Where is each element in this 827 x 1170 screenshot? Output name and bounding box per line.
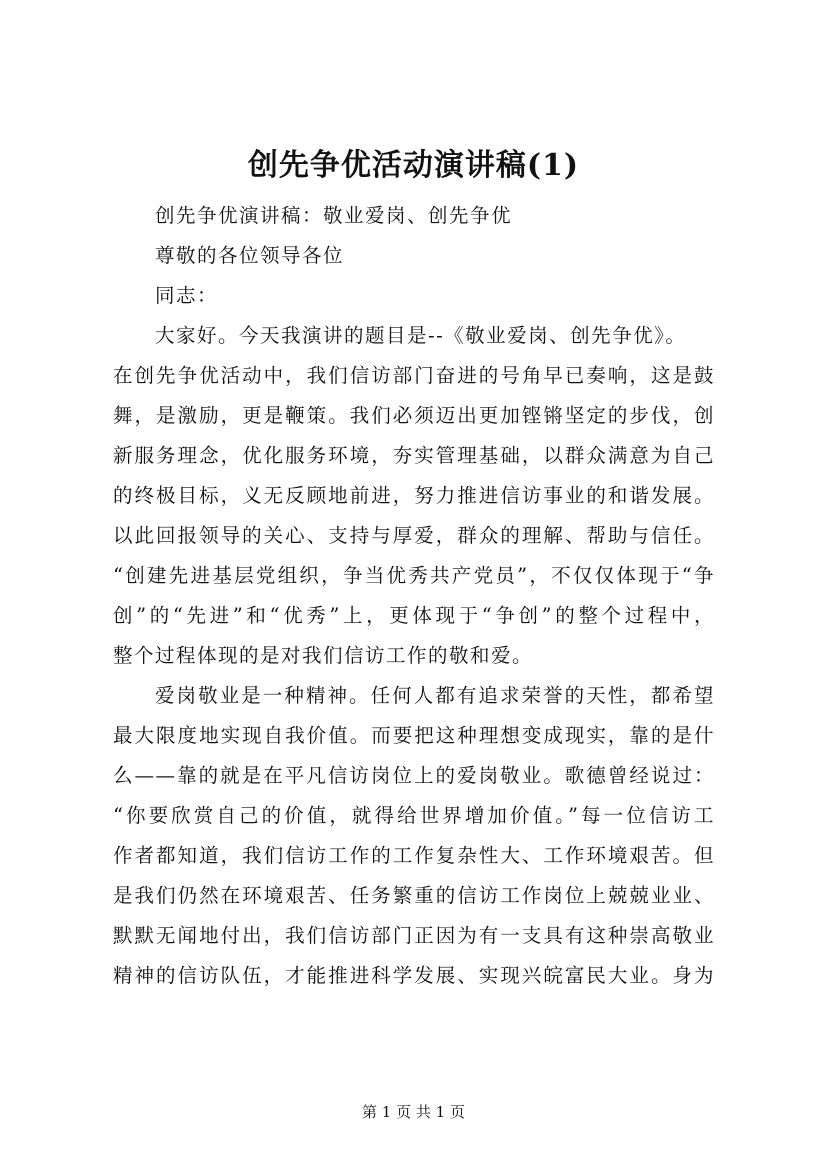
text-line: 以此回报领导的关心、支持与厚爱，群众的理解、帮助与信任。 (113, 524, 715, 547)
text-line: 默默无闻地付出，我们信访部门正因为有一支具有这种崇高敬业 (113, 924, 715, 947)
text-line: 爱岗敬业是一种精神。任何人都有追求荣誉的天性，都希望 (155, 684, 715, 707)
text-line: 在创先争优活动中，我们信访部门奋进的号角早已奏响，这是鼓 (113, 364, 715, 387)
text-line: 的终极目标，义无反顾地前进，努力推进信访事业的和谐发展。 (113, 484, 715, 507)
text-line: 创先争优演讲稿：敬业爱岗、创先争优 (155, 204, 513, 227)
text-line: 舞，是激励，更是鞭策。我们必须迈出更加铿锵坚定的步伐，创 (113, 404, 715, 427)
text-line: 整个过程体现的是对我们信访工作的敬和爱。 (113, 644, 534, 667)
page-footer: 第 1 页 共 1 页 (362, 1103, 465, 1121)
text-line: 大家好。今天我演讲的题目是--《敬业爱岗、创先争优》。 (155, 324, 687, 347)
text-line: 同志： (155, 284, 219, 307)
document-title: 创先争优活动演讲稿(1) (247, 148, 580, 183)
text-line: 是我们仍然在环境艰苦、任务繁重的信访工作岗位上兢兢业业、 (113, 884, 715, 907)
text-line: 最大限度地实现自我价值。而要把这种理想变成现实，靠的是什 (113, 724, 715, 747)
text-line: 创”的“先进”和“优秀”上，更体现于“争创”的整个过程中， (113, 604, 715, 627)
document-body (113, 196, 715, 996)
text-line: 精神的信访队伍，才能推进科学发展、实现兴皖富民大业。身为 (113, 964, 715, 987)
text-line: 新服务理念，优化服务环境，夯实管理基础，以群众满意为自己 (113, 444, 715, 467)
text-line: “创建先进基层党组织，争当优秀共产党员”，不仅仅体现于“争 (113, 564, 715, 587)
text-line: 么——靠的就是在平凡信访岗位上的爱岗敬业。歌德曾经说过： (113, 764, 715, 787)
text-line: “你要欣赏自己的价值，就得给世界增加价值。”每一位信访工 (113, 804, 715, 827)
text-line: 作者都知道，我们信访工作的工作复杂性大、工作环境艰苦。但 (113, 844, 715, 867)
text-line: 尊敬的各位领导各位 (155, 244, 345, 267)
